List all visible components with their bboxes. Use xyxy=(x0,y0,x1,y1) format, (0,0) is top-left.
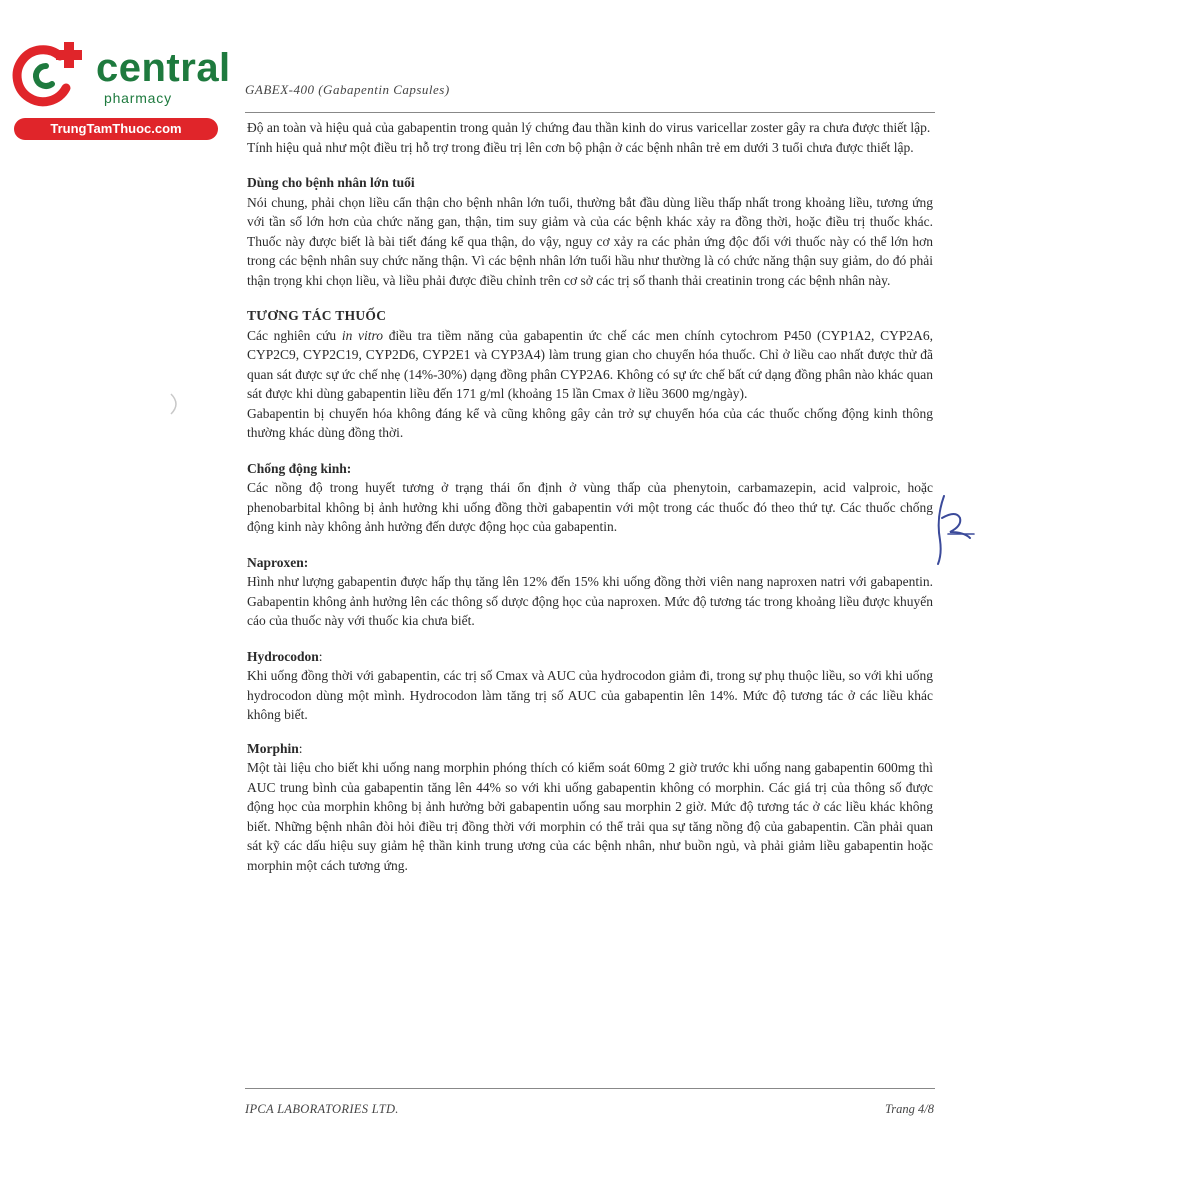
section-title-antiepileptic: Chống động kinh: xyxy=(247,460,352,476)
footer-divider xyxy=(245,1088,935,1089)
brand-name: central xyxy=(96,46,231,90)
brand-logo[interactable] xyxy=(8,40,231,140)
document-body xyxy=(247,118,933,875)
page-number: Trang 4/8 xyxy=(885,1102,934,1116)
section-title-morphine: Morphin: xyxy=(247,740,303,756)
section-text-naproxen: Hình như lượng gabapentin được hấp thụ tăng lên 12% đến 15% khi uống đồng thời viên nang naproxen natri với gabapentin. Gabapentin không ảnh hưởng lên các thông số dược động học của naproxen. Mức độ tương tác trong khoảng liều được khuyến cáo của thuốc này với thuốc kia chưa biết. xyxy=(247,574,933,628)
document-header: GABEX-400 (Gabapentin Capsules) xyxy=(245,82,450,97)
section-text-morphine: Một tài liệu cho biết khi uống nang morphin phóng thích có kiểm soát 60mg 2 giờ trước khi uống nang gabapentin 600mg thì AUC trung bình của gabapentin tăng lên 44% so với khi uống gabapentin không có morphin. Các giá trị của thông số được động học của morphin không bị ảnh hưởng bởi gabapentin uống sau morphin 2 giờ. Mức độ tương tác ở các liều khác không biết. Những bệnh nhân đòi hỏi điều trị đồng thời với morphin có thể trải qua sự tăng nồng độ của gabapentin. Cần phải quan sát kỹ các dấu hiệu suy giảm hệ thần kinh trung ương của các bệnh nhân, như buồn ngủ, và phải giảm liều gabapentin hoặc morphin một cách tương ứng. xyxy=(247,760,933,873)
brand-website[interactable]: TrungTamThuoc.com xyxy=(14,118,218,140)
footer-company: IPCA LABORATORIES LTD. xyxy=(245,1102,399,1116)
central-pharmacy-logo-icon xyxy=(8,40,88,110)
section-text-antiepileptic: Các nồng độ trong huyết tương ở trạng thái ổn định ở vùng thấp của phenytoin, carbamazepin, acid valproic, hoặc phenobarbital không bị ảnh hưởng khi uống đồng thời gabapentin với một trong các thuốc đó theo thứ tự. Các thuốc chống động kinh này không ảnh hưởng đến dược động học của gabapentin. xyxy=(247,480,933,534)
section-title-elderly: Dùng cho bệnh nhân lớn tuổi xyxy=(247,175,415,190)
scan-hole-mark-icon xyxy=(168,392,184,416)
section-text-interactions-1: Các nghiên cứu in vitro điều tra tiềm năng của gabapentin ức chế các men chính cytochrom P450 (CYP1A2, CYP2A6, CYP2C9, CYP2C19, CYP2D6, CYP2E1 và CYP3A4) làm trung gian cho chuyển hóa thuốc. Chỉ ở liều cao nhất được thử đã quan sát được sự ức chế nhẹ (14%-30%) dạng đồng phân CYP2A6. Không có sự ức chế bất cứ dạng đồng phân nào khác quan sát được khi dùng gabapentin liều đến 171 g/ml (khoảng 15 lần Cmax ở liều 3600 mg/ngày). xyxy=(247,327,933,401)
header-divider xyxy=(245,112,935,113)
section-title-naproxen: Naproxen: xyxy=(247,554,309,570)
intro-paragraph-1: Độ an toàn và hiệu quả của gabapentin trong quản lý chứng đau thần kinh do virus varicellar zoster gây ra chưa được thiết lập. xyxy=(247,120,931,135)
section-text-interactions-2: Gabapentin bị chuyển hóa không đáng kể và cũng không gây cản trở sự chuyển hóa của các thuốc chống động kinh thông thường khác dùng đồng thời. xyxy=(247,405,933,440)
brand-tagline: pharmacy xyxy=(104,90,172,106)
section-title-interactions: TƯƠNG TÁC THUỐC xyxy=(247,308,387,323)
section-title-hydrocodone: Hydrocodon: xyxy=(247,648,323,664)
section-text-elderly: Nói chung, phải chọn liều cẩn thận cho bệnh nhân lớn tuổi, thường bắt đầu dùng liều thấp nhất trong khoảng liều, tương ứng với tần số lớn hơn của chức năng gan, thận, tim suy giảm và của các bệnh khác xảy ra đồng thời, hoặc điều trị thuốc khác. Thuốc này được biết là bài tiết đáng kể qua thận, do vậy, nguy cơ xảy ra các phản ứng độc đối với thuốc này có thể lớn hơn trong các bệnh nhân suy chức năng thận. Vì các bệnh nhân lớn tuổi hầu như thường là có chức năng thận suy giảm, do đó phải thận trọng khi chọn liều, và liều phải được điều chỉnh trên cơ sở các trị số thanh thải creatinin trong các bệnh nhân này. xyxy=(247,194,933,288)
section-text-hydrocodone: Khi uống đồng thời với gabapentin, các trị số Cmax và AUC của hydrocodon giảm đi, trong sự phụ thuộc liều, so với khi uống hydrocodon dùng một mình. Hydrocodon làm tăng trị số AUC của gabapentin lên 14%. Mức độ tương tác ở các liều khác không biết. xyxy=(247,668,933,722)
handwritten-signature-icon xyxy=(930,488,980,568)
intro-paragraph-2: Tính hiệu quả như một điều trị hỗ trợ trong điều trị lên cơn bộ phận ở các bệnh nhân trẻ em dưới 3 tuổi chưa được thiết lập. xyxy=(247,139,914,155)
